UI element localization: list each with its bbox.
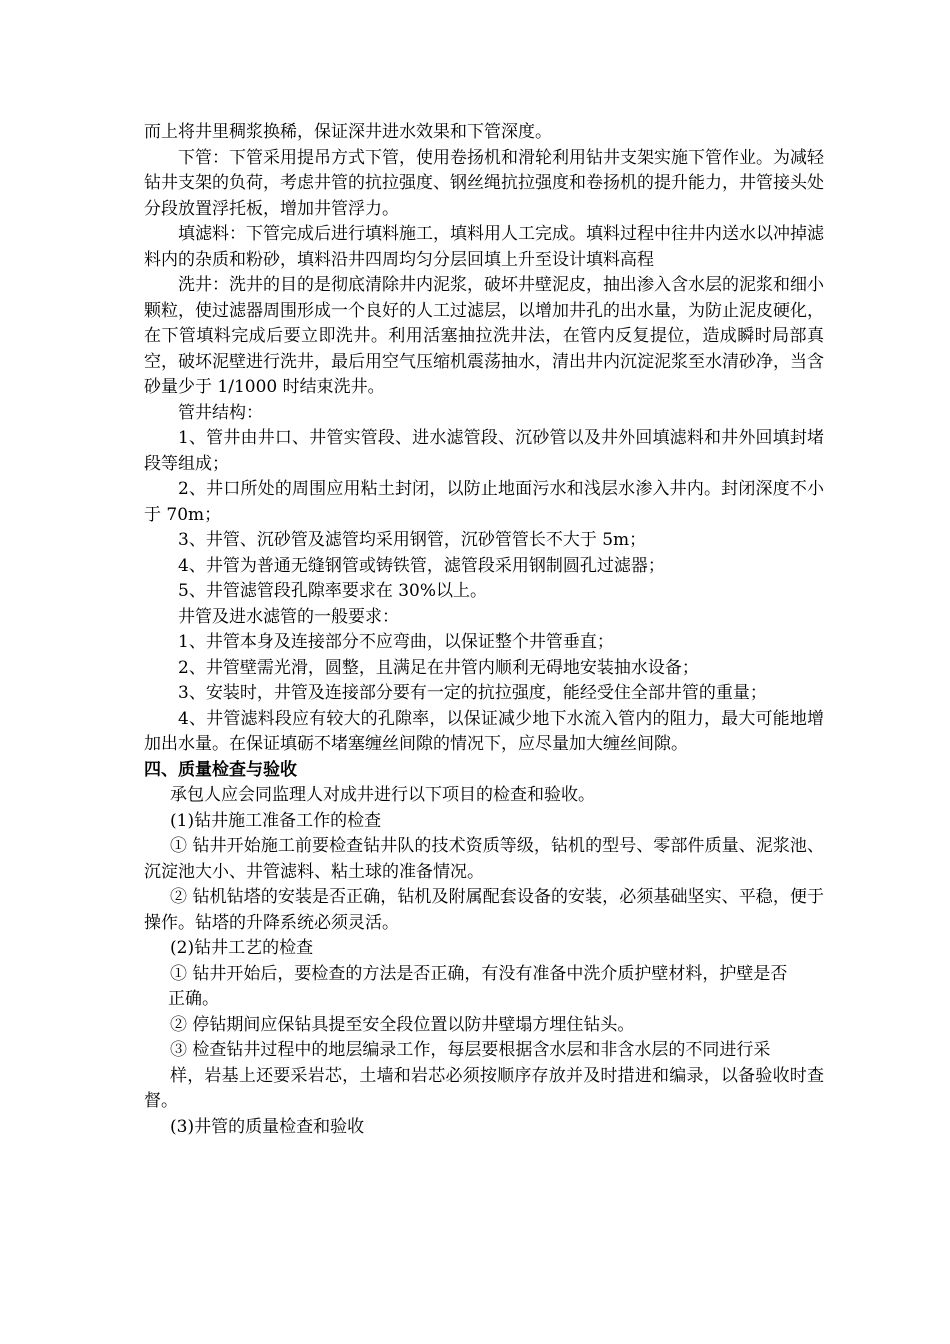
subheading-well-structure: 管井结构：	[178, 402, 263, 423]
section-heading-quality-inspection: 四、质量检查与验收	[144, 759, 297, 780]
list-item-requirement-4: 4、井管滤料段应有较大的孔隙率，以保证减少地下水流入管内的阻力，最大可能地增加出水量。在保证填砺不堵塞缠丝间隙的情况下，应尽量加大缠丝间隙。	[144, 708, 824, 754]
item-process-check-1-continued: 正确。	[168, 989, 219, 1009]
list-item-structure-5: 5、井管滤管段孔隙率要求在 30%以上。	[178, 581, 488, 601]
subheading-pipe-requirements: 井管及进水滤管的一般要求：	[178, 606, 399, 627]
item-process-check-1: ① 钻井开始后，要检查的方法是否正确，有没有准备中洗介质护壁材料，护壁是否	[170, 963, 788, 984]
paragraph-well-washing: 洗井：洗井的目的是彻底清除井内泥浆，破坏井壁泥皮，抽出渗入含水层的泥浆和细小颗粒，使过滤器周围形成一个良好的人工过滤层，以增加井孔的出水量，为防止泥皮硬化，在下管填料完成后要立即洗井。利用活塞抽拉洗井法，在管内反复提位，造成瞬时局部真空，破坏泥壁进行洗井，最后用空气压缩机震荡抽水，清出井内沉淀泥浆至水清砂净，当含砂量少于 1/1000 时结束洗井。	[144, 275, 824, 397]
item-prep-check-2: ② 钻机钻塔的安装是否正确，钻机及附属配套设备的安装，必须基础坚实、平稳，便于操作。钻塔的升降系统必须灵活。	[144, 887, 824, 933]
paragraph-inspection-intro: 承包人应会同监理人对成井进行以下项目的检查和验收。	[170, 785, 595, 805]
list-item-structure-4: 4、井管为普通无缝钢管或铸铁管，滤管段采用钢制圆孔过滤器；	[178, 555, 665, 576]
item-process-check-2: ② 停钻期间应保钻具提至安全段位置以防井壁塌方埋住钻头。	[170, 1014, 635, 1035]
item-process-check-3-continued: 样，岩基上还要采岩芯，土墙和岩芯必须按顺序存放并及时措进和编录，以备验收时查督。	[144, 1065, 824, 1111]
list-item-requirement-2: 2、井管壁需光滑，圆整，且满足在井管内顺利无碍地安装抽水设备；	[178, 657, 699, 678]
document-page	[144, 120, 824, 1140]
list-item-structure-2: 2、井口所处的周围应用粘土封闭，以防止地面污水和浅层水渗入井内。封闭深度不小于 70m；	[144, 479, 824, 525]
paragraph-fill-filter: 填滤料：下管完成后进行填料施工，填料用人工完成。填料过程中往井内送水以冲掉滤料内的杂质和粉砂，填料沿井四周均匀分层回填上升至设计填料高程	[144, 224, 824, 270]
subheading-prep-inspection: (1)钻井施工准备工作的检查	[170, 810, 382, 831]
paragraph-lower-pipe: 下管：下管采用提吊方式下管，使用卷扬机和滑轮利用钻井支架实施下管作业。为减轻钻井支架的负荷，考虑井管的抗拉强度、钢丝绳抗拉强度和卷扬机的提升能力，井管接头处分段放置浮托板，增加井管浮力。	[144, 147, 824, 219]
list-item-structure-3: 3、井管、沉砂管及滤管均采用钢管，沉砂管管长不大于 5m；	[178, 530, 647, 550]
subheading-pipe-quality: (3)井管的质量检查和验收	[170, 1116, 365, 1137]
item-process-check-3: ③ 检查钻井过程中的地层编录工作，每层要根据含水层和非含水层的不同进行采	[170, 1040, 771, 1060]
list-item-structure-1: 1、管井由井口、井管实管段、进水滤管段、沉砂管以及井外回填滤料和井外回填封堵段等组成；	[144, 428, 824, 474]
item-prep-check-1: ① 钻井开始施工前要检查钻井队的技术资质等级，钻机的型号、零部件质量、泥浆池、沉淀池大小、井管滤料、粘土球的准备情况。	[144, 836, 824, 882]
paragraph-wash-continuation: 而上将井里稠浆换稀，保证深井进水效果和下管深度。	[144, 122, 552, 142]
list-item-requirement-1: 1、井管本身及连接部分不应弯曲，以保证整个井管垂直；	[178, 632, 614, 652]
list-item-requirement-3: 3、安装时，井管及连接部分要有一定的抗拉强度，能经受住全部井管的重量；	[178, 683, 767, 703]
subheading-drilling-process: (2)钻井工艺的检查	[170, 938, 314, 958]
